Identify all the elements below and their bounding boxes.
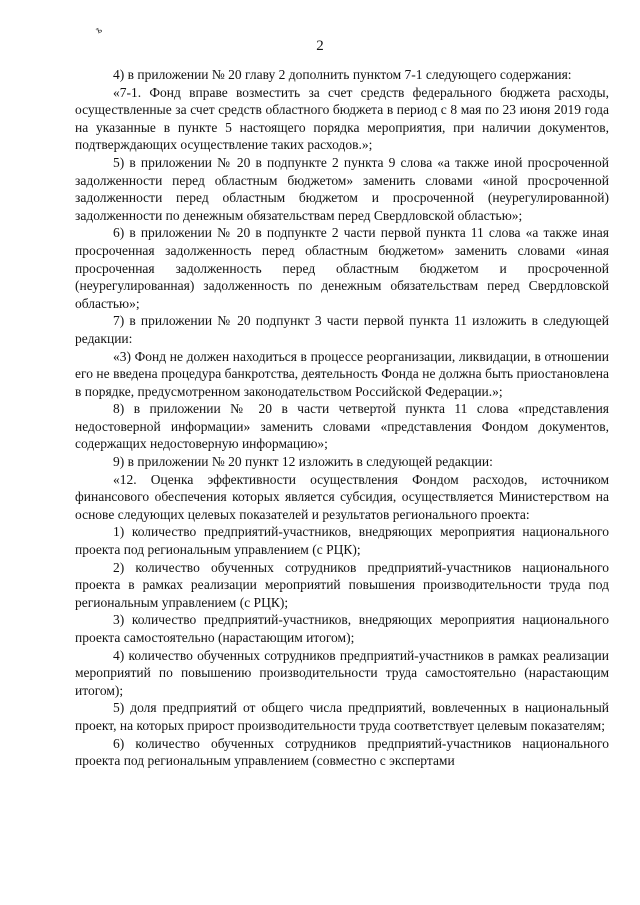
paragraph-item-6: 6) в приложении № 20 в подпункте 2 части первой пункта 11 слова «а также иная просроченная задолженность перед областным бюджетом» заменить словами «иная просроченная задолженность перед областным бюджетом и просроченной (неурегулированная) задолженность по денежным обязательствам перед Свердловской областью»; [75, 225, 609, 311]
paragraph-quote-3: «3) Фонд не должен находиться в процессе реорганизации, ликвидации, в отношении его не введена процедура банкротства, деятельность Фонда не должна быть приостановлена в порядке, предусмотренном законодательством Российской Федерации.»; [75, 348, 609, 399]
indicator-2: 2) количество обученных сотрудников предприятий-участников национального проекта в рамках реализации мероприятий повышения производительности труда под региональным управлением (с РЦК); [75, 559, 609, 610]
paragraph-item-5: 5) в приложении № 20 в подпункте 2 пункта 9 слова «а также иной просроченной задолженности перед областным бюджетом» заменить словами «иной просроченной задолженности перед областным бюджетом и просроченной (неурегулированной) задолженности по денежным обязательствам перед Свердловской областью»; [75, 154, 609, 223]
paragraph-item-9: 9) в приложении № 20 пункт 12 изложить в следующей редакции: [113, 454, 493, 470]
paragraph-item-7: 7) в приложении № 20 подпункт 3 части первой пункта 11 изложить в следующей редакции: [75, 313, 609, 346]
page-number: 2 [316, 38, 324, 54]
indicator-1: 1) количество предприятий-участников, внедряющих мероприятия национального проекта под региональным управлением (с РЦК); [75, 524, 609, 558]
indicator-6: 6) количество обученных сотрудников предприятий-участников национального проекта под региональным управлением (совместно с экспертами [75, 735, 609, 769]
indicator-4: 4) количество обученных сотрудников предприятий-участников в рамках реализации мероприятий по повышению производительности труда самостоятельно (нарастающим итогом); [75, 647, 609, 698]
paragraph-quote-12: «12. Оценка эффективности осуществления Фондом расходов, источником финансового обеспечения которых является субсидия, осуществляется Министерством на основе следующих целевых показателей и результатов регионального проекта: [75, 471, 609, 522]
paragraph-item-4: 4) в приложении № 20 главу 2 дополнить пунктом 7-1 следующего содержания: [113, 67, 572, 82]
indicator-3: 3) количество предприятий-участников, внедряющих мероприятия национального проекта самостоятельно (нарастающим итогом); [75, 612, 609, 645]
corner-mark: ъ [94, 23, 104, 37]
paragraph-quote-7-1: «7-1. Фонд вправе возместить за счет средств федерального бюджета расходы, осуществленные за счет средств областного бюджета в период с 8 мая по 23 июня 2019 года на указанные в пункте 5 настоящего порядка мероприятия, при наличии документов, подтверждающих осуществление таких расходов.»; [75, 84, 609, 153]
indicator-5: 5) доля предприятий от общего числа предприятий, вовлеченных в национальный проект, на которых прирост производительности труда соответствует целевым показателям; [75, 700, 609, 733]
document-body [75, 66, 609, 770]
paragraph-item-8: 8) в приложении № 20 в части четвертой пункта 11 слова «представления недостоверной информации» заменить словами «представления Фондом документов, содержащих недостоверную информацию»; [75, 401, 609, 452]
